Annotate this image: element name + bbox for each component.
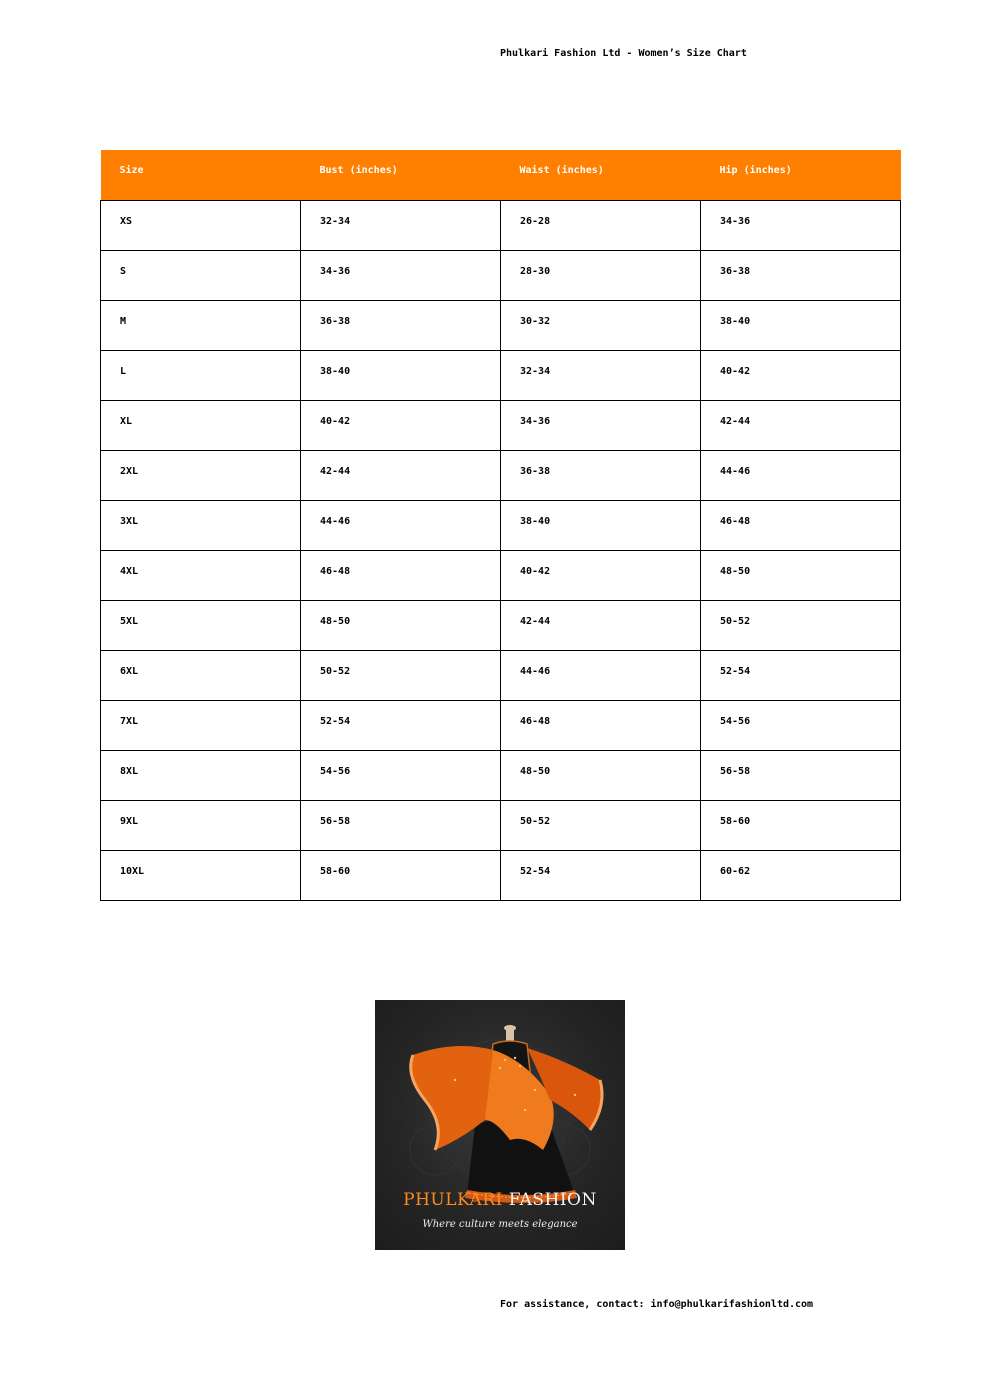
bust-cell: 52-54 xyxy=(301,700,501,750)
size-cell: XL xyxy=(101,400,301,450)
bust-cell: 48-50 xyxy=(301,600,501,650)
waist-cell: 48-50 xyxy=(501,750,701,800)
bust-cell: 58-60 xyxy=(301,850,501,900)
size-cell: L xyxy=(101,350,301,400)
bust-cell: 46-48 xyxy=(301,550,501,600)
logo-brand-name xyxy=(375,1190,625,1210)
hip-cell: 54-56 xyxy=(701,700,901,750)
table-row xyxy=(101,750,901,800)
hip-cell: 46-48 xyxy=(701,500,901,550)
table-row xyxy=(101,450,901,500)
bust-cell: 34-36 xyxy=(301,250,501,300)
table-row xyxy=(101,400,901,450)
table-row xyxy=(101,300,901,350)
size-cell: 6XL xyxy=(101,650,301,700)
size-cell: 5XL xyxy=(101,600,301,650)
contact-footer: For assistance, contact: info@phulkarifashionltd.com xyxy=(500,1299,814,1310)
waist-cell: 42-44 xyxy=(501,600,701,650)
saree-illustration-icon xyxy=(375,1000,625,1250)
table-row xyxy=(101,800,901,850)
size-cell: 7XL xyxy=(101,700,301,750)
waist-cell: 34-36 xyxy=(501,400,701,450)
table-row xyxy=(101,500,901,550)
bust-cell: 56-58 xyxy=(301,800,501,850)
waist-cell: 50-52 xyxy=(501,800,701,850)
bust-cell: 40-42 xyxy=(301,400,501,450)
size-cell: 4XL xyxy=(101,550,301,600)
waist-cell: 26-28 xyxy=(501,200,701,250)
hip-cell: 34-36 xyxy=(701,200,901,250)
bust-cell: 38-40 xyxy=(301,350,501,400)
hip-cell: 58-60 xyxy=(701,800,901,850)
logo-brand-second: FASHION xyxy=(508,1190,597,1210)
waist-cell: 40-42 xyxy=(501,550,701,600)
column-header-bust: Bust (inches) xyxy=(301,150,501,200)
table-row xyxy=(101,250,901,300)
table-header-row xyxy=(101,150,901,200)
hip-cell: 48-50 xyxy=(701,550,901,600)
hip-cell: 50-52 xyxy=(701,600,901,650)
waist-cell: 28-30 xyxy=(501,250,701,300)
waist-cell: 44-46 xyxy=(501,650,701,700)
column-header-hip: Hip (inches) xyxy=(701,150,901,200)
hip-cell: 38-40 xyxy=(701,300,901,350)
bust-cell: 36-38 xyxy=(301,300,501,350)
size-cell: 8XL xyxy=(101,750,301,800)
bust-cell: 32-34 xyxy=(301,200,501,250)
logo-tagline: Where culture meets elegance xyxy=(422,1219,578,1230)
waist-cell: 52-54 xyxy=(501,850,701,900)
hip-cell: 44-46 xyxy=(701,450,901,500)
column-header-size: Size xyxy=(101,150,301,200)
bust-cell: 54-56 xyxy=(301,750,501,800)
size-cell: 9XL xyxy=(101,800,301,850)
size-cell: M xyxy=(101,300,301,350)
size-cell: XS xyxy=(101,200,301,250)
hip-cell: 60-62 xyxy=(701,850,901,900)
size-cell: 2XL xyxy=(101,450,301,500)
waist-cell: 46-48 xyxy=(501,700,701,750)
hip-cell: 42-44 xyxy=(701,400,901,450)
logo-brand-first: PHULKARI xyxy=(403,1190,503,1210)
table-row xyxy=(101,600,901,650)
size-cell: 3XL xyxy=(101,500,301,550)
waist-cell: 38-40 xyxy=(501,500,701,550)
bust-cell: 44-46 xyxy=(301,500,501,550)
size-cell: 10XL xyxy=(101,850,301,900)
size-chart-table xyxy=(100,150,901,901)
waist-cell: 36-38 xyxy=(501,450,701,500)
table-row xyxy=(101,850,901,900)
size-cell: S xyxy=(101,250,301,300)
bust-cell: 42-44 xyxy=(301,450,501,500)
hip-cell: 52-54 xyxy=(701,650,901,700)
table-row xyxy=(101,650,901,700)
table-row xyxy=(101,700,901,750)
hip-cell: 56-58 xyxy=(701,750,901,800)
brand-logo xyxy=(375,1000,625,1250)
page-title: Phulkari Fashion Ltd - Women’s Size Chart xyxy=(500,48,747,59)
waist-cell: 30-32 xyxy=(501,300,701,350)
hip-cell: 36-38 xyxy=(701,250,901,300)
waist-cell: 32-34 xyxy=(501,350,701,400)
table-row xyxy=(101,350,901,400)
table-row xyxy=(101,550,901,600)
hip-cell: 40-42 xyxy=(701,350,901,400)
column-header-waist: Waist (inches) xyxy=(501,150,701,200)
table-row xyxy=(101,200,901,250)
bust-cell: 50-52 xyxy=(301,650,501,700)
